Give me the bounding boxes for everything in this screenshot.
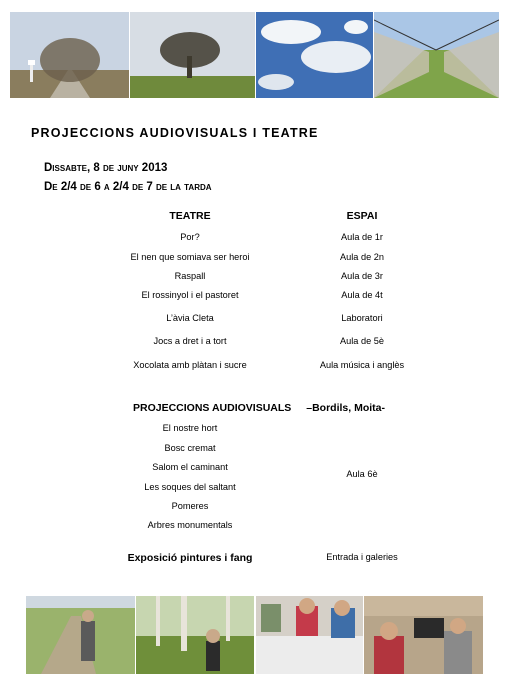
theatre-row-space: Aula de 5è	[340, 336, 384, 346]
library-computers-photo	[364, 596, 483, 674]
projection-item: Les soques del saltant	[144, 482, 236, 492]
projection-item: Arbres monumentals	[147, 520, 233, 530]
theatre-row-play: Xocolata amb plàtan i sucre	[133, 360, 247, 370]
path-walker-photo	[26, 596, 135, 674]
forest-children-photo	[136, 596, 254, 674]
projection-item: Bosc cremat	[164, 443, 216, 453]
theatre-row-play: Jocs a dret i a tort	[153, 336, 227, 346]
orchard-rows-photo	[374, 12, 499, 98]
projections-header	[133, 402, 385, 414]
lone-tree-photo	[130, 12, 255, 98]
page-title: PROJECCIONS AUDIOVISUALS I TEATRE	[31, 126, 319, 140]
theatre-row-play: El rossinyol i el pastoret	[141, 290, 239, 300]
poplar-road-photo	[10, 12, 129, 98]
projections-space: Aula 6è	[346, 469, 378, 479]
theatre-row-space: Laboratori	[341, 313, 383, 323]
event-time: De 2/4 de 6 a 2/4 de 7 de la tarda	[44, 181, 212, 193]
classroom-table-photo	[256, 596, 363, 674]
theatre-row-space: Aula de 2n	[340, 252, 384, 262]
event-date: Dissabte, 8 de juny 2013	[44, 162, 168, 174]
theatre-row-play: El nen que somiava ser heroi	[130, 252, 250, 262]
theatre-row-play: L’àvia Cleta	[166, 313, 214, 323]
projection-item: Salom el caminant	[152, 462, 228, 472]
theatre-row-space: Aula de 3r	[341, 271, 383, 281]
projection-item: Pomeres	[171, 501, 209, 511]
space-column-header: ESPAI	[346, 210, 378, 222]
theatre-row-space: Aula de 1r	[341, 232, 383, 242]
projection-item: El nostre hort	[162, 423, 218, 433]
theatre-row-play: Por?	[180, 232, 200, 242]
exhibition-space: Entrada i galeries	[326, 552, 398, 562]
theatre-row-space: Aula música i anglès	[319, 360, 405, 370]
projections-title: PROJECCIONS AUDIOVISUALS	[133, 402, 292, 414]
clouds-sky-photo	[256, 12, 373, 98]
projections-subtitle: –Bordils, Moita-	[306, 402, 385, 414]
theatre-column-header: TEATRE	[169, 210, 211, 222]
theatre-row-play: Raspall	[174, 271, 206, 281]
theatre-row-space: Aula de 4t	[341, 290, 383, 300]
exhibition-label: Exposició pintures i fang	[127, 552, 253, 564]
